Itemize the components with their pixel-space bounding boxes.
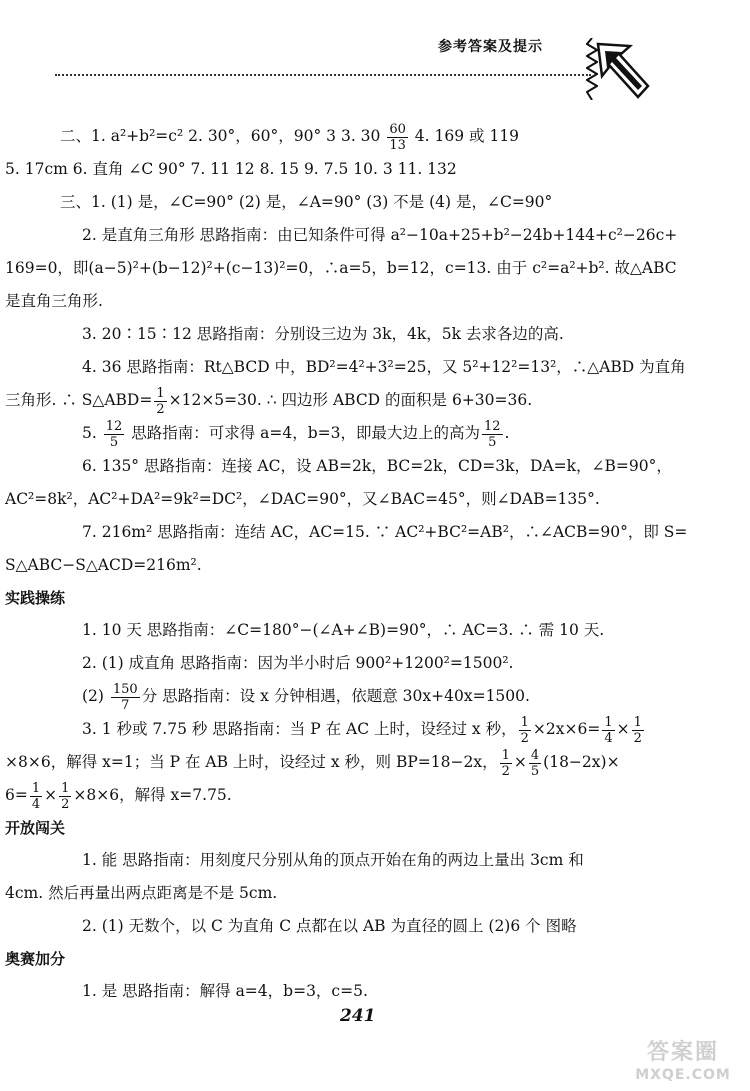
- fraction: $\frac{1}{2}$: [61, 780, 70, 812]
- answer-line: 169=0，即(a−5)²+(b−12)²+(c−13)²=0，∴a=5，b=12，c=13. 由于 c²=a²+b². 故△ABC: [5, 259, 677, 277]
- answer-line: 2. (1) 成直角 思路指南：因为半小时后 900²+1200²=1500².: [82, 654, 514, 672]
- fraction: $\frac{1}{4}$: [604, 714, 613, 746]
- answer-line: (2) $\frac{150}{7}$ 分 思路指南：设 x 分钟相遇，依题意 30x+40x=1500.: [82, 681, 530, 713]
- fraction: $\frac{1}{2}$: [520, 714, 529, 746]
- answer-line: 5. 17cm 6. 直角 ∠C 90° 7. 11 12 8. 15 9. 7.5 10. 3 11. 132: [5, 160, 457, 178]
- answer-line: 2. 是直角三角形 思路指南：由已知条件可得 a²−10a+25+b²−24b+144+c²−26c+: [82, 226, 678, 244]
- arrow-icon: [596, 42, 650, 100]
- answer-content: [5, 120, 688, 1008]
- answer-line: 二、1. a²+b²=c² 2. 30°，60°，90° 3 3. 30 $\frac{60}{13}$ 4. 169 或 119: [60, 121, 520, 153]
- answer-line: AC²=8k²，AC²+DA²=9k²=DC²，∠DAC=90°，又∠BAC=45°，则∠DAB=135°.: [5, 490, 600, 508]
- fraction: $\frac{1}{2}$: [633, 714, 642, 746]
- answer-line: ×8×6，解得 x=1；当 P 在 AB 上时，设经过 x 秒，则 BP=18−2x， $\frac{1}{2}$ × $\frac{4}{5}$ (18−2x)×: [5, 747, 620, 779]
- answer-line: S△ABC−S△ACD=216m².: [5, 556, 202, 574]
- answer-line: 3. 1 秒或 7.75 秒 思路指南：当 P 在 AC 上时，设经过 x 秒， $\frac{1}{2}$ ×2x×6= $\frac{1}{4}$ × $\frac{1}{2}$: [82, 714, 642, 746]
- section-heading: 开放闯关: [5, 819, 66, 837]
- answer-line: 5. $\frac{12}{5}$ 思路指南：可求得 a=4，b=3，即最大边上的高为 $\frac{12}{5}$ .: [82, 418, 510, 450]
- dotted-divider: [55, 74, 591, 76]
- answer-line: 1. 10 天 思路指南：∠C=180°−(∠A+∠B)=90°，∴ AC=3. ∴ 需 10 天.: [82, 621, 605, 639]
- fraction: $\frac{1}{4}$: [31, 780, 41, 812]
- answer-line: 2. (1) 无数个，以 C 为直角 C 点都在以 AB 为直径的圆上 (2)6 个 图略: [82, 917, 577, 935]
- section-heading: 实践操练: [5, 589, 66, 607]
- fraction: $\frac{12}{5}$: [105, 418, 123, 450]
- fraction: $\frac{1}{2}$: [501, 747, 510, 779]
- watermark-url: MXQE.COM: [635, 1067, 731, 1083]
- fraction: $\frac{150}{7}$: [112, 681, 138, 713]
- answer-line: 1. 能 思路指南：用刻度尺分别从角的顶点开始在角的两边上量出 3cm 和: [82, 851, 584, 869]
- answer-line: 7. 216m² 思路指南：连结 AC，AC=15. ∵ AC²+BC²=AB²，∴∠ACB=90°，即 S=: [82, 523, 688, 541]
- fraction: $\frac{12}{5}$: [483, 418, 501, 450]
- watermark: [618, 1040, 748, 1088]
- answer-line: 6= $\frac{1}{4}$ × $\frac{1}{2}$ ×8×6，解得 x=7.75.: [5, 780, 232, 812]
- answer-line: 是直角三角形.: [5, 292, 103, 310]
- header-title: 参考答案及提示: [438, 39, 543, 55]
- answer-line: 6. 135° 思路指南：连接 AC，设 AB=2k，BC=2k，CD=3k，DA=k，∠B=90°，: [82, 457, 672, 475]
- section-heading: 奥赛加分: [5, 950, 66, 968]
- answer-line: 3. 20∶15∶12 思路指南：分别设三边为 3k，4k，5k 去求各边的高.: [82, 325, 564, 343]
- fraction: $\frac{60}{13}$: [389, 121, 406, 153]
- answer-line: 4. 36 思路指南：Rt△BCD 中，BD²=4²+3²=25，又 5²+12²=13²，∴△ABD 为直角: [82, 358, 686, 376]
- answer-line: 1. 是 思路指南：解得 a=4，b=3，c=5.: [82, 982, 368, 1000]
- fraction: $\frac{1}{2}$: [156, 385, 165, 417]
- fraction: $\frac{4}{5}$: [530, 747, 540, 779]
- answer-line: 三角形. ∴ S△ABD= $\frac{1}{2}$ ×12×5=30. ∴ 四边形 ABCD 的面积是 6+30=36.: [5, 385, 533, 417]
- answer-line: 三、1. (1) 是，∠C=90° (2) 是，∠A=90° (3) 不是 (4) 是，∠C=90°: [60, 193, 553, 211]
- answer-line: 4cm. 然后再量出两点距离是不是 5cm.: [5, 884, 278, 902]
- page-number: 241: [340, 1006, 376, 1026]
- watermark-text: 答案圈: [646, 1040, 719, 1065]
